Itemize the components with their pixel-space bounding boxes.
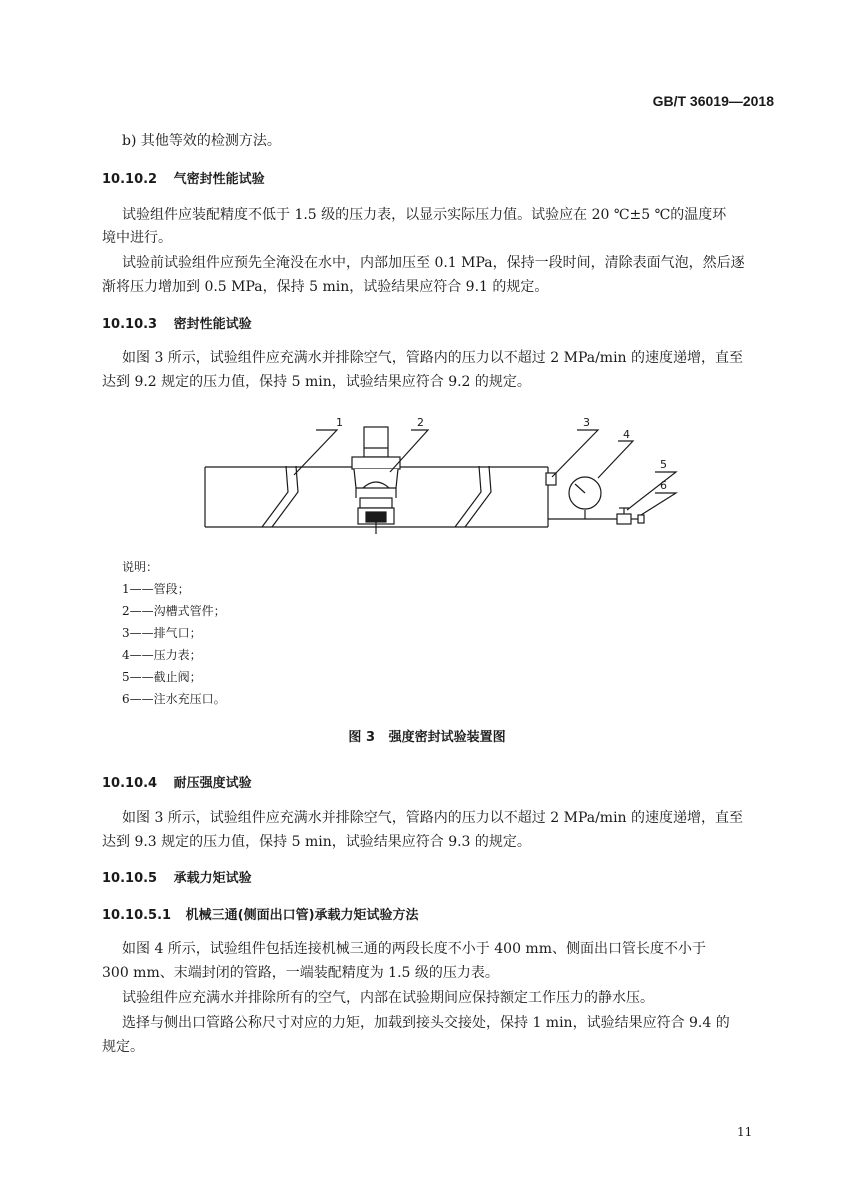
coupling-lower-body (360, 498, 392, 508)
leader-2 (390, 430, 428, 472)
section-title: 机械三通(侧面出口管)承载力矩试验方法 (185, 908, 419, 923)
leader-3 (552, 430, 598, 477)
paragraph-line: 达到 9.3 规定的压力值，保持 5 min，试验结果应符合 9.3 的规定。 (102, 834, 531, 850)
section-title: 气密封性能试验 (173, 172, 265, 187)
section-heading-10-10-4 (102, 772, 252, 791)
section-heading-10-10-5-1 (102, 904, 419, 923)
leader-1 (294, 430, 337, 475)
leader-6 (641, 493, 676, 515)
section-title: 耐压强度试验 (173, 776, 252, 791)
list-item-b: b) 其他等效的检测方法。 (122, 133, 281, 149)
callout-2: 2 (417, 416, 424, 429)
legend-item: 3——排气口； (122, 626, 202, 640)
bolt-head-top (364, 427, 388, 457)
figure-caption: 图 3 强度密封试验装置图 (348, 730, 506, 745)
paragraph-line: 如图 3 所示，试验组件应充满水并排除空气，管路内的压力以不超过 2 MPa/min 的速度递增，直至 (122, 810, 744, 826)
callout-1: 1 (336, 416, 343, 429)
callout-5: 5 (660, 458, 667, 471)
shutoff-valve (617, 514, 631, 524)
paragraph-line: 试验组件应充满水并排除所有的空气，内部在试验期间应保持额定工作压力的静水压。 (122, 990, 654, 1006)
break-mark-left (262, 466, 298, 527)
section-heading-10-10-5 (102, 867, 252, 886)
section-number: 10.10.3 (102, 317, 158, 332)
page-number: 11 (737, 1125, 753, 1139)
coupling-nut (352, 457, 400, 469)
legend-item: 1——管段； (122, 582, 190, 596)
section-number: 10.10.5 (102, 871, 158, 886)
callout-3: 3 (583, 416, 590, 429)
paragraph-line: 规定。 (102, 1039, 144, 1055)
callout-6: 6 (660, 479, 667, 492)
leader-4 (598, 441, 633, 478)
paragraph-line: 试验前试验组件应预先全淹没在水中，内部加压至 0.1 MPa，保持一段时间，清除表面气泡，然后逐 (122, 255, 745, 271)
bolt-nut-dark (366, 512, 386, 522)
legend-title: 说明： (122, 560, 159, 574)
paragraph-line: 如图 4 所示，试验组件包括连接机械三通的两段长度不小于 400 mm、侧面出口管长度不小于 (122, 941, 706, 957)
paragraph-line: 达到 9.2 规定的压力值，保持 5 min，试验结果应符合 9.2 的规定。 (102, 374, 531, 390)
legend-item: 5——截止阀； (122, 670, 202, 684)
paragraph-line: 300 mm、末端封闭的管路，一端装配精度为 1.5 级的压力表。 (102, 965, 499, 981)
paragraph-line: 试验组件应装配精度不低于 1.5 级的压力表，以显示实际压力值。试验应在 20 ℃±5 ℃的温度环 (122, 207, 727, 223)
section-title: 密封性能试验 (173, 317, 252, 332)
standard-number: GB/T 36019—2018 (652, 93, 774, 109)
test-setup-diagram (0, 0, 854, 560)
section-number: 10.10.4 (102, 776, 158, 791)
section-number: 10.10.2 (102, 172, 158, 187)
paragraph-line: 选择与侧出口管路公称尺寸对应的力矩，加载到接头交接处，保持 1 min，试验结果应符合 9.4 的 (122, 1015, 730, 1031)
section-title: 承载力矩试验 (173, 871, 252, 886)
leader-5 (627, 472, 676, 510)
coupling-housing (354, 469, 398, 488)
paragraph-line: 境中进行。 (102, 230, 172, 246)
paragraph-line: 如图 3 所示，试验组件应充满水并排除空气，管路内的压力以不超过 2 MPa/min 的速度递增，直至 (122, 350, 744, 366)
paragraph-line: 渐将压力增加到 0.5 MPa，保持 5 min，试验结果应符合 9.1 的规定。 (102, 279, 549, 295)
legend-item: 2——沟槽式管件； (122, 604, 226, 618)
inlet-port (638, 515, 644, 523)
legend-item: 4——压力表； (122, 648, 202, 662)
legend-item: 6——注水充压口。 (122, 692, 226, 706)
callout-4: 4 (623, 428, 630, 441)
section-number: 10.10.5.1 (102, 908, 172, 923)
break-mark-right (455, 466, 491, 527)
figure-legend (122, 556, 226, 710)
